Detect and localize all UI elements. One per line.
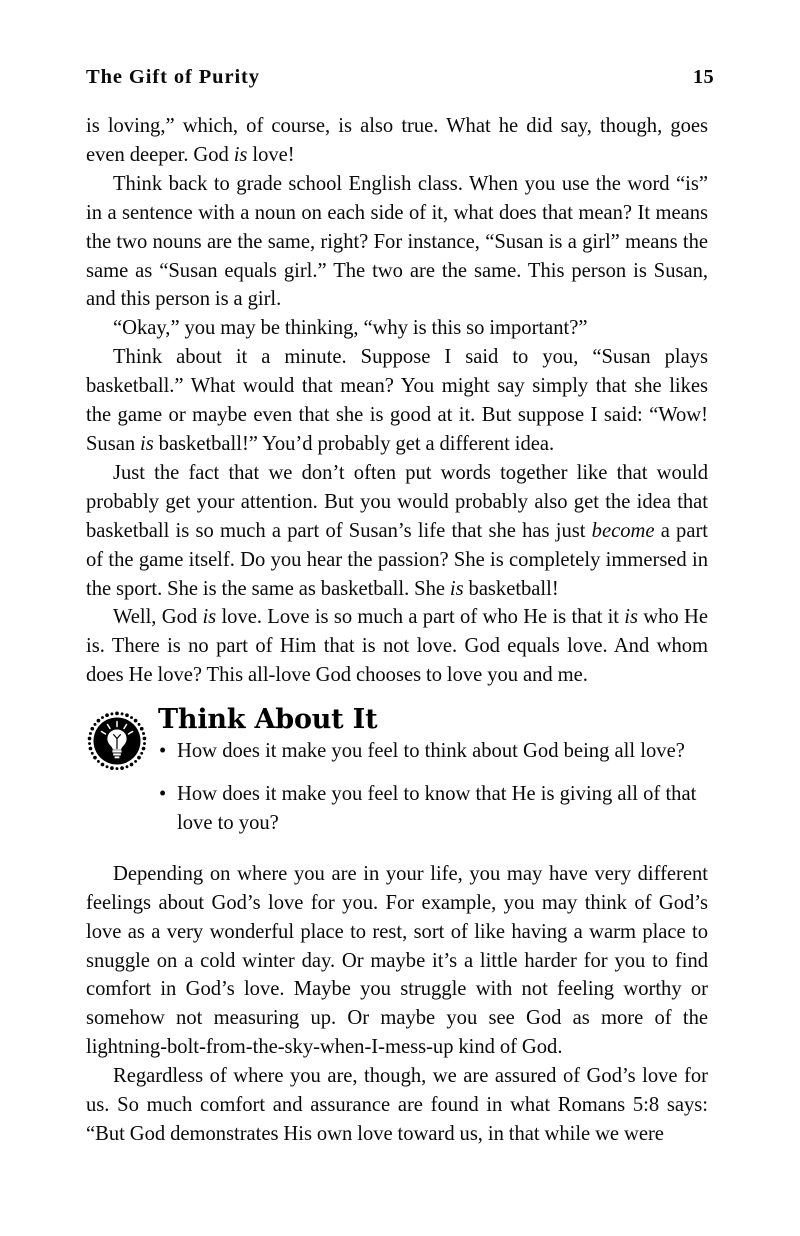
- think-about-it-list: [158, 737, 708, 838]
- think-about-it-item-text: How does it make you feel to think about God being all love?: [177, 740, 685, 763]
- emphasis-text: is: [624, 606, 638, 629]
- paragraph-group-lower: [86, 860, 708, 1149]
- body-paragraph: Think back to grade school English class. When you use the word “is” in a sentence with a noun on each side of it, what does that mean? It means the two nouns are the same, right? For instance, “Susan is a girl” means the same as “Susan equals girl.” The two are the same. This person is Susan, and this person is a girl.: [86, 172, 708, 311]
- bullet-glyph-icon: •: [159, 740, 167, 763]
- emphasis-text: is: [233, 143, 248, 166]
- body-paragraph: is loving,” which, of course, is also true. What he did say, though, goes even deeper. God is love!: [86, 115, 708, 166]
- running-head-title: The Gift of Purity: [86, 66, 260, 88]
- think-about-it-item: [158, 737, 708, 766]
- body-paragraph: Regardless of where you are, though, we are assured of God’s love for us. So much comfort and assurance are found in what Romans 5:8 says: “But God demonstrates His own love toward us, in that while we were: [86, 1065, 708, 1145]
- lightbulb-badge-icon: [86, 710, 148, 772]
- emphasis-text: become: [591, 519, 655, 542]
- body-paragraph: Think about it a minute. Suppose I said to you, “Susan plays basketball.” What would that mean? You might say simply that she likes the game or maybe even that she is good at it. But suppose I said: “Wow! Susan is basketball!” You’d probably get a different idea.: [86, 346, 708, 455]
- page-number: 15: [692, 66, 714, 88]
- bullet-glyph-icon: •: [159, 783, 167, 806]
- think-about-it-item: [158, 780, 708, 838]
- emphasis-text: is: [202, 606, 217, 629]
- body-paragraph: “Okay,” you may be thinking, “why is this so important?”: [113, 317, 588, 340]
- emphasis-text: is: [449, 577, 464, 600]
- emphasis-text: is: [140, 432, 154, 455]
- think-about-it-item-text: How does it make you feel to know that He is giving all of that love to you?: [177, 783, 697, 834]
- body-paragraph: Depending on where you are in your life, you may have very different feelings about God’s love for you. For example, you may think of God’s love as a very wonderful place to rest, sort of like having a warm place to snuggle on a cold winter day. Or maybe it’s a little harder for you to find comfort in God’s love. Maybe you struggle with not feeling worthy or somehow not measuring up. Or maybe you see God as more of the lightning-bolt-from-the-sky-when-I-mess-up kind of God.: [86, 862, 708, 1059]
- think-about-it-block: [86, 704, 708, 838]
- running-head: [86, 66, 714, 96]
- body-paragraph: Just the fact that we don’t often put words together like that would probably get your attention. But you would probably also get the idea that basketball is so much a part of Susan’s life that she has just become a part of the game itself. Do you hear the passion? She is completely immersed in the sport. She is the same as basketball. She is basketball!: [86, 461, 708, 600]
- think-about-it-heading: Think About It: [158, 704, 378, 736]
- paragraph-group-upper: [86, 112, 708, 690]
- text-column: [86, 112, 708, 1149]
- body-paragraph: Well, God is love. Love is so much a part of who He is that it is who He is. There is no part of Him that is not love. God equals love. And whom does He love? This all-love God chooses to love you and me.: [86, 606, 708, 687]
